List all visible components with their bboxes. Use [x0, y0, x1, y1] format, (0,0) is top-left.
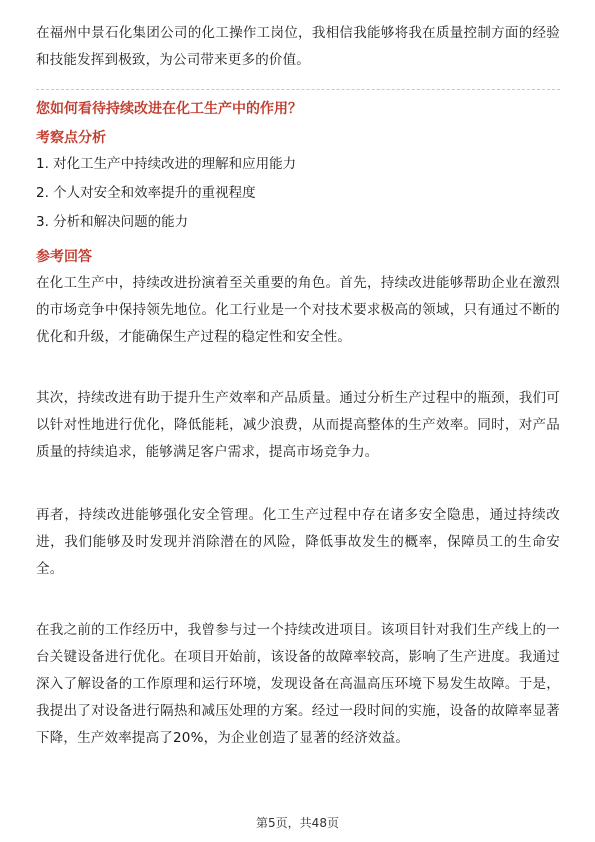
answer-paragraph: 再者，持续改进能够强化安全管理。化工生产过程中存在诸多安全隐患，通过持续改进，我们能够及时发现并消除潜在的风险，降低事故发生的概率，保障员工的生命安全。: [36, 507, 560, 577]
analysis-point: 1. 对化工生产中持续改进的理解和应用能力: [36, 156, 297, 172]
answer-paragraph: 在我之前的工作经历中，我曾参与过一个持续改进项目。该项目针对我们生产线上的一台关键设备进行优化。在项目开始前，该设备的故障率较高，影响了生产进度。我通过深入了解设备的工作原理和运行环境，发现设备在高温高压环境下易发生故障。于是，我提出了对设备进行隔热和减压处理的方案。经过一段时间的实施，设备的故障率显著下降，生产效率提高了20%，为企业创造了显著的经济效益。: [36, 622, 560, 746]
answer-paragraph: 其次，持续改进有助于提升生产效率和产品质量。通过分析生产过程中的瓶颈，我们可以针对性地进行优化，降低能耗，减少浪费，从而提高整体的生产效率。同时，对产品质量的持续追求，能够满足客户需求，提高市场竞争力。: [36, 390, 560, 460]
section-divider: [36, 89, 560, 90]
intro-paragraph: 在福州中景石化集团公司的化工操作工岗位，我相信我能够将我在质量控制方面的经验和技能发挥到极致，为公司带来更多的价值。: [36, 25, 560, 68]
analysis-heading: 考察点分析: [36, 130, 106, 146]
question-title: 您如何看待持续改进在化工生产中的作用？: [36, 101, 302, 117]
answer-paragraph: 在化工生产中，持续改进扮演着至关重要的角色。首先，持续改进能够帮助企业在激烈的市场竞争中保持领先地位。化工行业是一个对技术要求极高的领域，只有通过不断的优化和升级，才能确保生产过程的稳定性和安全性。: [36, 275, 560, 345]
analysis-point: 2. 个人对安全和效率提升的重视程度: [36, 185, 256, 201]
page-number: 第5页，共48页: [256, 816, 339, 830]
analysis-point: 3. 分析和解决问题的能力: [36, 214, 189, 230]
answer-heading: 参考回答: [36, 249, 92, 265]
